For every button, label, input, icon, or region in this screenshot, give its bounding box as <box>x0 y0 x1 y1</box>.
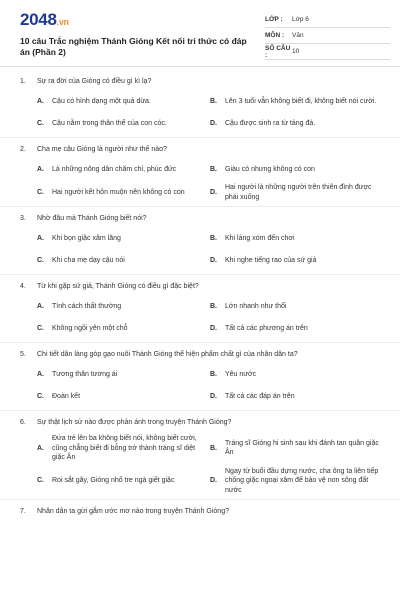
question-text: Từ khi gặp sứ giả, Thánh Gióng có điều gì đặc biệt? <box>37 283 199 290</box>
answer-option[interactable] <box>210 252 380 270</box>
option-text: Khi bọn giặc xâm lăng <box>52 235 121 243</box>
option-letter: A. <box>37 303 44 311</box>
question-text: Chi tiết dân làng góp gạo nuôi Thánh Gióng thể hiện phẩm chất gì của nhân dân ta? <box>37 351 298 358</box>
question-separator <box>0 274 400 275</box>
answer-option[interactable] <box>37 183 207 202</box>
option-text: Tất cả các đáp án trên <box>225 393 295 401</box>
option-letter: B. <box>210 371 217 379</box>
answer-option[interactable] <box>210 230 380 248</box>
answer-options <box>20 434 390 495</box>
question-separator <box>0 410 400 411</box>
option-text: Ngay từ buổi đầu dựng nước, cha ông ta liên tiếp chống giặc ngoại xâm để bảo vệ non sông đất nước <box>225 467 379 494</box>
question-number: 2. <box>20 146 26 153</box>
option-text: Cậu được sinh ra từ tảng đá. <box>225 120 316 128</box>
question-number: 1. <box>20 78 26 85</box>
option-letter: C. <box>37 477 44 484</box>
option-text: Lên 3 tuổi vẫn không biết đi, không biết nói cười. <box>225 98 377 106</box>
option-letter: A. <box>37 98 44 106</box>
question-header <box>20 145 390 155</box>
question-item <box>20 145 390 207</box>
question-header <box>20 350 390 360</box>
question-list <box>20 77 390 517</box>
worksheet-meta <box>265 12 390 60</box>
logo-main: 2048 <box>20 10 57 29</box>
option-text: Khi cha mẹ dạy cậu nói <box>52 257 125 265</box>
option-text: Hai người kết hôn muộn nên không có con <box>52 188 185 196</box>
meta-value: 10 <box>292 48 300 55</box>
option-text: Hai người là những người trên thiên đình được phái xuống <box>225 184 372 201</box>
question-number: 5. <box>20 351 26 358</box>
answer-options <box>20 230 390 270</box>
option-text: Không ngồi yên một chỗ <box>52 325 128 333</box>
option-text: Roi sắt gãy, Gióng nhổ tre ngà giết giặc <box>52 477 175 484</box>
meta-row-question-count <box>265 44 390 60</box>
meta-label: SỐ CÂU : <box>265 44 291 59</box>
option-text: Cậu có hình dạng một quả dừa. <box>52 98 151 106</box>
answer-option[interactable] <box>37 115 207 133</box>
option-text: Tất cả các phương án trên <box>225 325 308 333</box>
page-title: 10 câu Trắc nghiệm Thánh Gióng Kết nối tri thức có đáp án (Phần 2) <box>20 36 247 57</box>
option-letter: D. <box>210 477 217 484</box>
answer-option[interactable] <box>37 434 207 463</box>
question-number: 3. <box>20 215 26 222</box>
question-header <box>20 507 390 517</box>
option-letter: B. <box>210 166 217 174</box>
option-letter: D. <box>210 393 217 401</box>
question-header <box>20 214 390 224</box>
question-separator <box>0 342 400 343</box>
question-header <box>20 77 390 87</box>
option-text: Tương thân tương ái <box>52 371 118 379</box>
meta-label: MÔN : <box>265 32 285 39</box>
option-letter: A. <box>37 444 44 452</box>
answer-options <box>20 298 390 338</box>
answer-option[interactable] <box>210 434 380 463</box>
answer-option[interactable] <box>37 230 207 248</box>
answer-options <box>20 161 390 202</box>
answer-option[interactable] <box>210 161 380 179</box>
question-text: Nhờ đâu mà Thánh Gióng biết nói? <box>37 215 147 222</box>
question-item <box>20 507 390 517</box>
answer-option[interactable] <box>37 388 207 406</box>
answer-option[interactable] <box>210 388 380 406</box>
option-letter: A. <box>37 235 44 243</box>
option-letter: A. <box>37 166 44 174</box>
option-letter: C. <box>37 325 44 333</box>
option-letter: C. <box>37 393 44 401</box>
question-item <box>20 350 390 411</box>
option-text: Khi nghe tiếng rao của sứ giả <box>225 257 317 265</box>
answer-option[interactable] <box>210 183 380 202</box>
question-text: Nhân dân ta gửi gắm ước mơ nào trong truyện Thánh Gióng? <box>37 508 229 515</box>
question-separator <box>0 499 400 500</box>
answer-options <box>20 93 390 133</box>
option-text: Yêu nước <box>225 371 257 379</box>
option-text: Giàu có nhưng không có con <box>225 166 315 174</box>
question-item <box>20 282 390 343</box>
answer-option[interactable] <box>210 467 380 496</box>
question-text: Sự ra đời của Gióng có điều gì kì lạ? <box>37 78 152 85</box>
question-number: 6. <box>20 419 26 426</box>
meta-label: LỚP : <box>265 16 283 23</box>
answer-option[interactable] <box>37 366 207 384</box>
option-text: Khi làng xóm đến chơi <box>225 235 295 243</box>
option-letter: A. <box>37 371 44 379</box>
answer-option[interactable] <box>210 320 380 338</box>
question-text: Sự thật lịch sử nào được phản ánh trong truyện Thánh Gióng? <box>37 419 232 426</box>
answer-option[interactable] <box>210 93 380 111</box>
question-header <box>20 418 390 428</box>
question-item <box>20 418 390 500</box>
meta-row-grade <box>265 12 390 28</box>
option-letter: D. <box>210 257 217 265</box>
option-letter: B. <box>210 98 217 106</box>
answer-option[interactable] <box>37 252 207 270</box>
answer-option[interactable] <box>37 320 207 338</box>
answer-option[interactable] <box>37 467 207 496</box>
header-left <box>20 10 250 60</box>
answer-options <box>20 366 390 406</box>
option-letter: B. <box>210 444 217 452</box>
option-text: Đoàn kết <box>52 393 81 401</box>
option-text: Tính cách thất thường <box>52 303 122 311</box>
option-text: Là những nông dân chăm chỉ, phúc đức <box>52 166 177 174</box>
option-text: Tráng sĩ Gióng hi sinh sau khi đánh tan quân giặc Ân <box>225 439 379 457</box>
question-separator <box>0 137 400 138</box>
question-header <box>20 282 390 292</box>
question-number: 7. <box>20 508 26 515</box>
option-letter: C. <box>37 120 44 128</box>
option-text: Lớn nhanh như thổi <box>225 303 287 311</box>
option-letter: C. <box>37 188 44 196</box>
question-item <box>20 214 390 275</box>
answer-option[interactable] <box>210 298 380 316</box>
answer-option[interactable] <box>37 298 207 316</box>
meta-row-subject <box>265 28 390 44</box>
site-logo[interactable] <box>20 10 250 30</box>
option-letter: D. <box>210 120 217 128</box>
worksheet-header <box>20 10 390 60</box>
option-letter: B. <box>210 303 217 311</box>
answer-option[interactable] <box>210 115 380 133</box>
logo-tld: .vn <box>56 17 69 27</box>
question-item <box>20 77 390 138</box>
option-letter: D. <box>210 325 217 333</box>
option-text: Đứa trẻ lên ba không biết nói, không biết cười, cũng chẳng biết đi bỗng trở thành tráng sĩ diệt giặc Ân <box>52 435 197 461</box>
meta-value: Lớp 6 <box>292 16 309 23</box>
question-text: Cha mẹ cậu Gióng là người như thế nào? <box>37 146 167 153</box>
meta-value: Văn <box>292 32 304 39</box>
question-number: 4. <box>20 283 26 290</box>
answer-option[interactable] <box>37 161 207 179</box>
option-text: Cậu nằm trong thân thể của con cóc. <box>52 120 167 128</box>
option-letter: D. <box>210 188 217 196</box>
question-separator <box>0 206 400 207</box>
header-divider <box>0 66 400 67</box>
answer-option[interactable] <box>37 93 207 111</box>
option-letter: B. <box>210 235 217 243</box>
option-letter: C. <box>37 257 44 265</box>
answer-option[interactable] <box>210 366 380 384</box>
